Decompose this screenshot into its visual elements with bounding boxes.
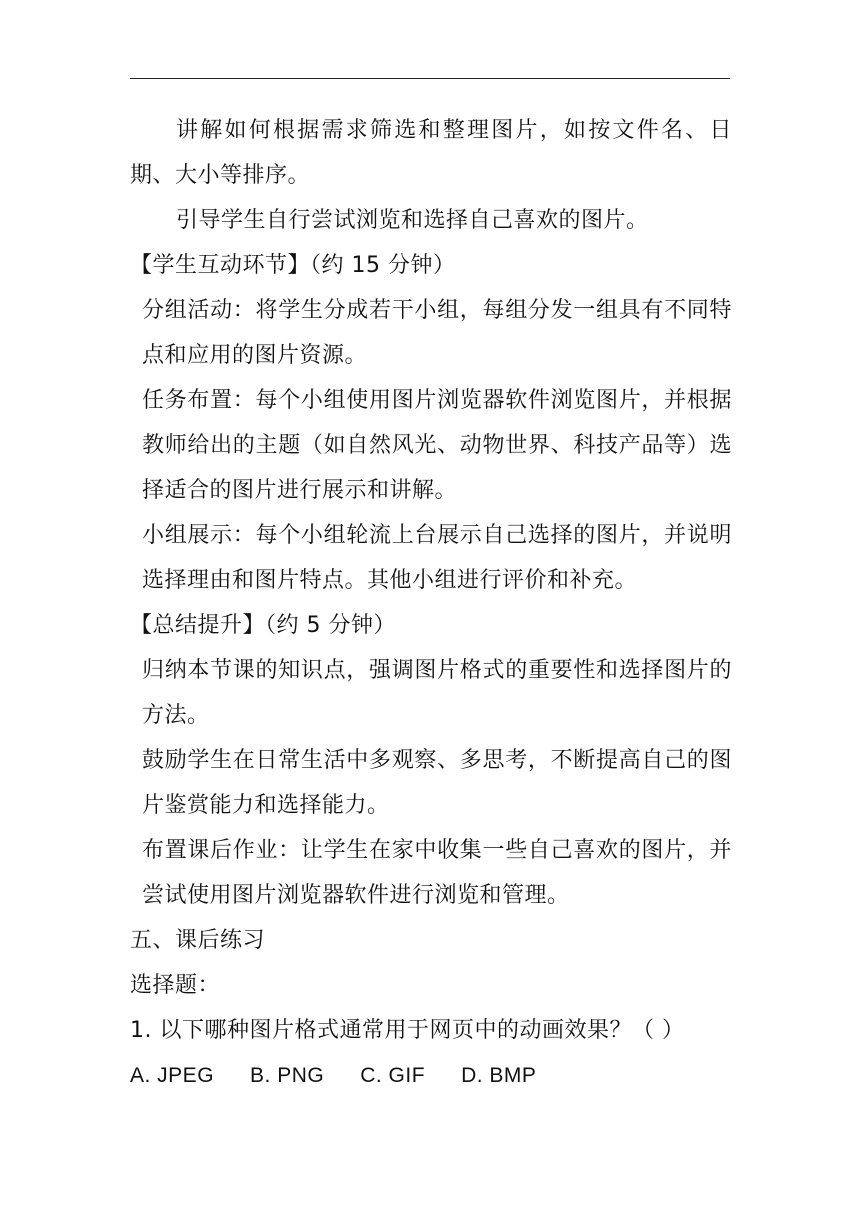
option-d: D. BMP	[461, 1064, 537, 1087]
header-rule	[130, 78, 730, 79]
paragraph-summarize: 归纳本节课的知识点，强调图片格式的重要性和选择图片的方法。	[142, 658, 732, 728]
option-a: A. JPEG	[130, 1064, 215, 1087]
paragraph-group-presentation: 小组展示：每个小组轮流上台展示自己选择的图片，并说明选择理由和图片特点。其他小组进行评价和补充。	[142, 523, 732, 593]
option-c: C. GIF	[360, 1064, 426, 1087]
paragraph-sort-images: 讲解如何根据需求筛选和整理图片，如按文件名、日期、大小等排序。	[130, 118, 732, 188]
section-heading-summary: 【总结提升】（约 5 分钟）	[130, 613, 396, 638]
paragraph-encourage: 鼓励学生在日常生活中多观察、多思考，不断提高自己的图片鉴赏能力和选择能力。	[142, 748, 732, 818]
section-heading-interaction: 【学生互动环节】（约 15 分钟）	[130, 253, 456, 278]
option-b: B. PNG	[250, 1064, 325, 1087]
document-body	[130, 108, 732, 1098]
paragraph-group-activity: 分组活动：将学生分成若干小组，每组分发一组具有不同特点和应用的图片资源。	[142, 298, 732, 368]
question-type-label: 选择题：	[130, 973, 221, 998]
section-heading-exercises: 五、课后练习	[130, 928, 266, 953]
question-1-options	[130, 1053, 732, 1098]
paragraph-guide-students: 引导学生自行尝试浏览和选择自己喜欢的图片。	[176, 208, 649, 233]
paragraph-task-assignment: 任务布置：每个小组使用图片浏览器软件浏览图片，并根据教师给出的主题（如自然风光、动物世界、科技产品等）选择适合的图片进行展示和讲解。	[142, 388, 732, 503]
question-1: 1. 以下哪种图片格式通常用于网页中的动画效果？（ ）	[130, 1018, 685, 1043]
paragraph-homework: 布置课后作业：让学生在家中收集一些自己喜欢的图片，并尝试使用图片浏览器软件进行浏览和管理。	[142, 838, 732, 908]
